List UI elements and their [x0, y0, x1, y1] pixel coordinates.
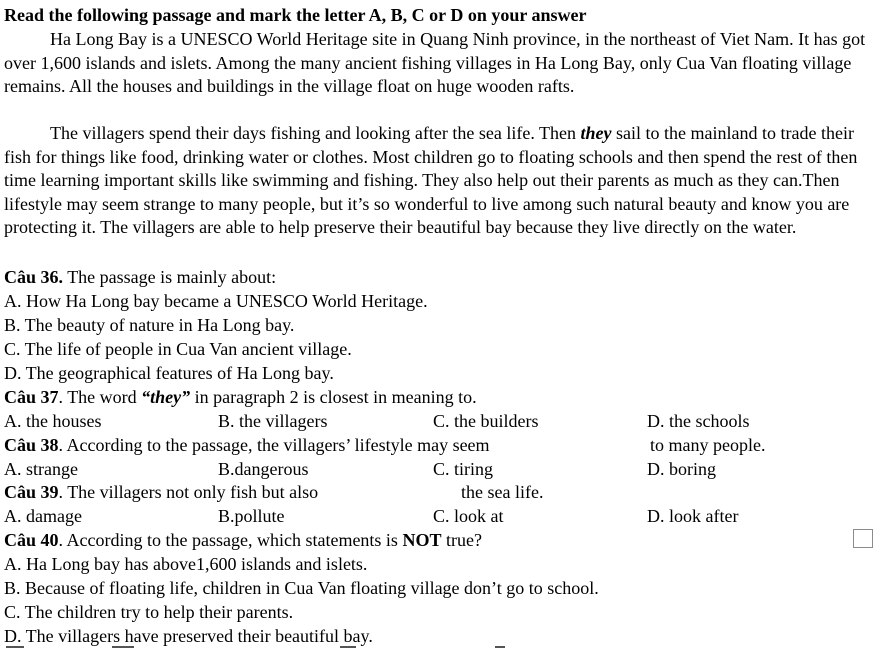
question-40: [4, 529, 482, 551]
q38-option-a[interactable]: A. strange: [4, 459, 78, 479]
q37-option-c[interactable]: C. the builders: [433, 411, 539, 431]
paragraph-2-rest: sail to the mainland to trade their fish for things like food, drinking water or clothes. Most children go to floating schools and then spend the rest of then time learning important skills like swimming and fishing. They also help out their parents as much as they can.Then lifestyle may seem strange to many people, but it’s so wonderful to live among such natural beauty and know you are protecting it. The villagers are able to help preserve their beautiful bay because they live directly on the water.: [4, 123, 858, 238]
question-39-stem: . The villagers not only fish but also: [58, 482, 319, 502]
question-40-not-emphasis: NOT: [402, 530, 442, 550]
question-39-label: Câu 39: [4, 482, 59, 502]
q40-option-c[interactable]: C. The children try to help their parents.: [4, 602, 294, 622]
q38-option-b[interactable]: B.dangerous: [218, 459, 309, 479]
q36-option-c[interactable]: C. The life of people in Cua Van ancient village.: [4, 339, 352, 359]
question-38: [4, 434, 490, 456]
question-37-stem-start: . The word: [58, 387, 142, 407]
q37-option-d[interactable]: D. the schools: [647, 411, 750, 431]
q39-option-a[interactable]: A. damage: [4, 506, 82, 526]
question-39-stem-tail: the sea life.: [461, 482, 544, 502]
cut-off-text-edge: [0, 646, 884, 650]
q39-option-b[interactable]: B.pollute: [218, 506, 285, 526]
instruction-heading: Read the following passage and mark the letter A, B, C or D on your answer: [4, 5, 587, 25]
q37-option-a[interactable]: A. the houses: [4, 411, 102, 431]
question-37: [4, 386, 477, 408]
q40-option-a[interactable]: A. Ha Long bay has above1,600 islands and islets.: [4, 554, 368, 574]
q39-option-c[interactable]: C. look at: [433, 506, 504, 526]
q40-option-b[interactable]: B. Because of floating life, children in Cua Van floating village don’t go to school.: [4, 578, 599, 598]
q39-option-d[interactable]: D. look after: [647, 506, 739, 526]
question-40-stem-end: true?: [441, 530, 482, 550]
q36-option-a[interactable]: A. How Ha Long bay became a UNESCO World Heritage.: [4, 291, 428, 311]
q38-option-c[interactable]: C. tiring: [433, 459, 494, 479]
question-37-stem-end: in paragraph 2 is closest in meaning to.: [190, 387, 477, 407]
question-36: [4, 266, 276, 288]
question-38-label: Câu 38: [4, 435, 59, 455]
emphasized-word-they: they: [580, 123, 612, 143]
question-40-label: Câu 40: [4, 530, 59, 550]
question-38-stem: . According to the passage, the villagers’ lifestyle may seem: [58, 435, 490, 455]
paragraph-2-start: The villagers spend their days fishing and looking after the sea life. Then: [50, 123, 581, 143]
passage-paragraph-1: Ha Long Bay is a UNESCO World Heritage site in Quang Ninh province, in the northeast of Viet Nam. It has got over 1,600 islands and islets. Among the many ancient fishing villages in Ha Long Bay, only Cua Van floating village remains. All the houses and buildings in the village float on huge wooden rafts.: [4, 29, 866, 97]
question-36-label: Câu 36.: [4, 267, 64, 287]
q36-option-d[interactable]: D. The geographical features of Ha Long bay.: [4, 363, 334, 383]
question-37-label: Câu 37: [4, 387, 59, 407]
passage-paragraph-2: [4, 122, 870, 240]
answer-checkbox[interactable]: [853, 529, 873, 548]
question-39: [4, 481, 318, 503]
question-40-stem-start: . According to the passage, which statements is: [58, 530, 403, 550]
q36-option-b[interactable]: B. The beauty of nature in Ha Long bay.: [4, 315, 295, 335]
q38-option-d[interactable]: D. boring: [647, 459, 716, 479]
q40-option-d[interactable]: D. The villagers have preserved their beautiful bay.: [4, 626, 373, 646]
question-36-stem: The passage is mainly about:: [63, 267, 277, 287]
question-38-stem-tail: to many people.: [650, 435, 766, 455]
q37-option-b[interactable]: B. the villagers: [218, 411, 328, 431]
question-37-quoted-word: “they”: [141, 387, 191, 407]
